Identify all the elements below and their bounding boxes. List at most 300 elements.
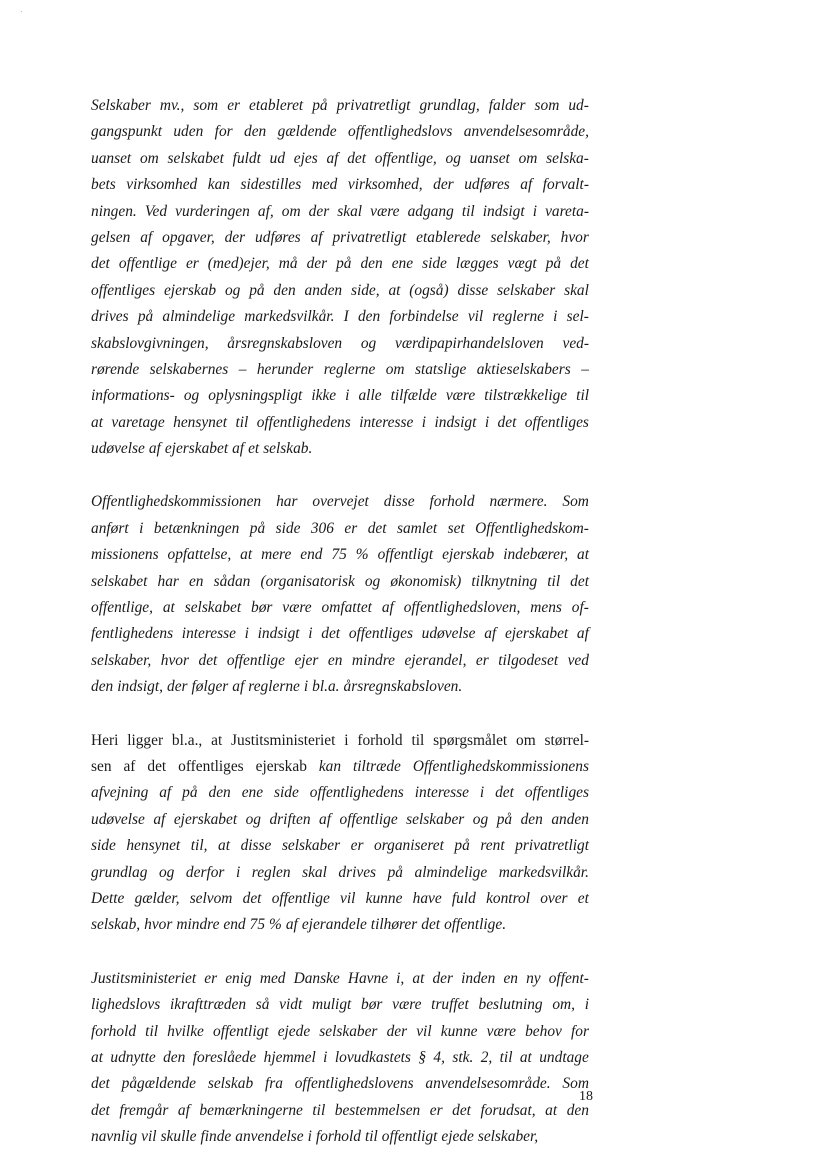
word: hvor bbox=[560, 228, 589, 246]
word: på bbox=[249, 519, 266, 537]
word: og bbox=[360, 334, 377, 352]
word: ejerskabet bbox=[164, 440, 229, 458]
word: I bbox=[343, 308, 349, 326]
word: vil bbox=[416, 1022, 432, 1040]
word: der bbox=[167, 678, 188, 696]
word: kan bbox=[318, 757, 342, 775]
word: til bbox=[312, 1101, 326, 1119]
word: side bbox=[91, 837, 116, 855]
text-line bbox=[91, 119, 589, 145]
word: skal bbox=[302, 863, 327, 881]
word: foreslåede bbox=[192, 1048, 257, 1066]
word: der bbox=[224, 228, 246, 246]
word: Justitsministeriet bbox=[91, 969, 197, 987]
word: almindelige bbox=[162, 308, 236, 326]
word: et bbox=[577, 889, 589, 907]
word: almindelige bbox=[414, 863, 488, 881]
word: af bbox=[177, 1101, 190, 1119]
word: indsigt bbox=[482, 202, 525, 220]
word: reglerne bbox=[323, 360, 376, 378]
word: bestemmelsen bbox=[334, 1101, 421, 1119]
word: betænkningen bbox=[153, 519, 240, 537]
word: bets bbox=[91, 176, 116, 194]
word: på bbox=[545, 255, 562, 273]
word: har bbox=[276, 493, 298, 511]
word: offentliges bbox=[524, 784, 589, 802]
word: ejede bbox=[277, 1022, 311, 1040]
word: disse bbox=[383, 493, 415, 511]
word: vareta- bbox=[545, 202, 589, 220]
word: kan bbox=[207, 176, 230, 194]
word: end bbox=[223, 916, 246, 934]
scan-speck bbox=[21, 11, 22, 12]
word: udøvelse bbox=[91, 810, 145, 828]
text-line bbox=[91, 146, 589, 172]
word: selskab bbox=[207, 1075, 254, 1093]
word: på bbox=[182, 784, 198, 802]
word: det bbox=[497, 413, 517, 431]
word: side bbox=[422, 255, 447, 273]
word: i bbox=[484, 413, 490, 431]
word: af bbox=[232, 678, 245, 696]
word: i bbox=[308, 625, 313, 643]
word: anden bbox=[551, 810, 589, 828]
word: offentligt bbox=[381, 1128, 438, 1146]
word: ejerandele bbox=[301, 916, 367, 934]
word: gangspunkt bbox=[91, 123, 162, 141]
word: af bbox=[326, 149, 339, 167]
word: fra bbox=[264, 1075, 283, 1093]
word: pågældende bbox=[121, 1075, 197, 1093]
word: ningen. bbox=[91, 202, 137, 220]
word: i bbox=[553, 308, 558, 326]
word: spørgsmålet bbox=[433, 731, 508, 749]
word: den bbox=[91, 678, 114, 696]
word: af bbox=[381, 599, 394, 617]
word: kontrol bbox=[486, 889, 530, 907]
word: det bbox=[347, 149, 367, 167]
word: i bbox=[323, 1048, 328, 1066]
word: og bbox=[364, 572, 381, 590]
word: det bbox=[91, 1075, 110, 1093]
word: tilstrækkelige bbox=[484, 387, 568, 405]
word: gelsen bbox=[91, 228, 131, 246]
word: sen bbox=[91, 757, 112, 775]
word: og bbox=[445, 149, 461, 167]
word: offentlige bbox=[339, 810, 398, 828]
word: rent bbox=[480, 837, 505, 855]
word: selskabet bbox=[184, 599, 242, 617]
word: finde bbox=[200, 1128, 232, 1146]
word: organiseret bbox=[374, 837, 444, 855]
text-line bbox=[91, 621, 589, 647]
word: den bbox=[360, 255, 383, 273]
word: af bbox=[484, 625, 497, 643]
word: aktieselskabers bbox=[476, 360, 571, 378]
word: hensynet bbox=[173, 413, 227, 431]
word: det bbox=[367, 519, 387, 537]
word: ved- bbox=[562, 334, 589, 352]
text-line bbox=[91, 172, 589, 198]
text-line bbox=[91, 278, 589, 304]
page-number: 18 bbox=[579, 1089, 593, 1104]
word: så bbox=[255, 996, 270, 1014]
word: være bbox=[392, 996, 422, 1014]
word: på bbox=[137, 308, 154, 326]
word: om bbox=[139, 149, 159, 167]
word: fremgår bbox=[119, 1101, 169, 1119]
paragraph-gap bbox=[91, 701, 589, 728]
word: udøvelse bbox=[91, 440, 145, 458]
word: vil bbox=[467, 308, 484, 326]
word: 4, bbox=[433, 1048, 445, 1066]
text-line bbox=[91, 331, 589, 357]
word: end bbox=[300, 546, 323, 564]
word: offentlighedsloven, bbox=[403, 599, 521, 617]
word: uanset bbox=[469, 149, 510, 167]
word: til bbox=[145, 1022, 158, 1040]
word: og bbox=[245, 810, 261, 828]
word: til, bbox=[190, 837, 208, 855]
word: virksomhed, bbox=[347, 176, 423, 194]
word: offentlighedens bbox=[309, 784, 404, 802]
word: til bbox=[364, 1128, 378, 1146]
word: sidestilles bbox=[240, 176, 302, 194]
word: til bbox=[499, 1048, 513, 1066]
word: forhold bbox=[91, 1022, 137, 1040]
word: der bbox=[308, 202, 330, 220]
word: af bbox=[153, 810, 166, 828]
word: hjemmel bbox=[263, 1048, 316, 1066]
word: uden bbox=[173, 123, 204, 141]
word: som bbox=[534, 97, 560, 114]
document-body bbox=[91, 93, 589, 1150]
word: har bbox=[157, 572, 179, 590]
word: kunne bbox=[365, 889, 403, 907]
word: om bbox=[516, 731, 536, 749]
word: skal bbox=[564, 281, 589, 299]
word: selskaber bbox=[281, 837, 341, 855]
word: alle bbox=[358, 387, 382, 405]
word: den bbox=[163, 1048, 186, 1066]
word: selskaber, bbox=[477, 1128, 539, 1146]
word: beslutning bbox=[478, 996, 543, 1014]
word: offentlighedslovens bbox=[294, 1075, 414, 1093]
word: forvalt- bbox=[542, 176, 589, 194]
word: ny bbox=[526, 969, 541, 987]
text-line bbox=[91, 410, 589, 436]
word: fuldt bbox=[232, 149, 261, 167]
word: (med)ejer, bbox=[207, 255, 270, 273]
word: set bbox=[447, 519, 465, 537]
word: herunder bbox=[256, 360, 314, 378]
word: Selskaber bbox=[91, 97, 151, 114]
word: Som bbox=[562, 1075, 589, 1093]
word: en bbox=[327, 651, 343, 669]
word: ejerskab bbox=[163, 281, 217, 299]
word: årsregnskabsloven bbox=[227, 334, 343, 352]
word: offentlige bbox=[118, 255, 177, 273]
word: stk. bbox=[452, 1048, 474, 1066]
word: ejer bbox=[294, 651, 319, 669]
text-line bbox=[91, 754, 589, 780]
word: at bbox=[218, 837, 231, 855]
word: i bbox=[421, 413, 427, 431]
word: ikrafttræden bbox=[169, 996, 247, 1014]
word: det bbox=[452, 1101, 471, 1119]
word: markedsvilkår. bbox=[498, 863, 589, 881]
word: drives bbox=[338, 863, 377, 881]
word: behov bbox=[525, 1022, 562, 1040]
word: ejerskab bbox=[255, 757, 307, 775]
word: skal bbox=[337, 202, 363, 220]
word: bemærkningerne bbox=[199, 1101, 303, 1119]
word: i bbox=[303, 678, 309, 696]
word: det bbox=[242, 889, 262, 907]
word: at bbox=[240, 546, 253, 564]
word: den bbox=[520, 810, 543, 828]
word: % bbox=[269, 916, 282, 934]
text-line bbox=[91, 992, 589, 1018]
word: være bbox=[370, 202, 400, 220]
word: er bbox=[204, 969, 218, 987]
word: af bbox=[232, 440, 245, 458]
word: en bbox=[188, 572, 204, 590]
word: privatretligt bbox=[332, 228, 407, 246]
word: adgang bbox=[407, 202, 454, 220]
word: interesse bbox=[181, 625, 236, 643]
text-line bbox=[91, 728, 589, 754]
word: interesse bbox=[359, 413, 414, 431]
word: den bbox=[244, 123, 267, 141]
word: forhold bbox=[315, 1128, 361, 1146]
word: være bbox=[486, 1022, 516, 1040]
word: og bbox=[183, 387, 200, 405]
word: afvejning bbox=[91, 784, 149, 802]
word: forhold bbox=[429, 493, 475, 511]
word: er bbox=[429, 1101, 443, 1119]
word: informations- bbox=[91, 387, 175, 405]
word: samlet bbox=[396, 519, 438, 537]
word: omfattet bbox=[321, 599, 372, 617]
word: vægt bbox=[507, 255, 537, 273]
word: indsigt, bbox=[117, 678, 163, 696]
word: reglerne bbox=[492, 308, 544, 326]
word: Dette bbox=[91, 889, 125, 907]
word: og bbox=[472, 810, 489, 828]
word: det bbox=[495, 784, 514, 802]
word: bør bbox=[361, 996, 383, 1014]
text-line bbox=[91, 383, 589, 409]
word: det bbox=[198, 651, 218, 669]
word: på bbox=[336, 255, 352, 273]
text-line bbox=[91, 912, 589, 938]
word: anført bbox=[91, 519, 129, 537]
word: % bbox=[355, 546, 369, 564]
word: i bbox=[235, 863, 241, 881]
word: der bbox=[386, 1022, 408, 1040]
word: inden bbox=[461, 969, 496, 987]
word: mindre bbox=[351, 651, 395, 669]
word: af bbox=[148, 440, 161, 458]
word: af bbox=[159, 784, 172, 802]
word: statslige bbox=[414, 360, 467, 378]
word: overvejet bbox=[312, 493, 369, 511]
word: bør bbox=[251, 599, 273, 617]
text-line bbox=[91, 225, 589, 251]
word: af, bbox=[257, 202, 274, 220]
word: i bbox=[345, 387, 350, 405]
word: det bbox=[421, 916, 441, 934]
paragraph-1 bbox=[91, 93, 589, 462]
word: offentlige bbox=[226, 651, 285, 669]
word: selskaber bbox=[497, 281, 556, 299]
word: et bbox=[248, 440, 260, 458]
text-line bbox=[91, 780, 589, 806]
word: ud- bbox=[568, 97, 589, 114]
word: skabslovgivningen, bbox=[91, 334, 209, 352]
word: sådan bbox=[213, 572, 251, 590]
word: side, bbox=[350, 281, 380, 299]
word: ene bbox=[391, 255, 414, 273]
word: at bbox=[211, 731, 223, 749]
word: af bbox=[576, 625, 589, 643]
word: (organisatorisk bbox=[260, 572, 355, 590]
word: tilknytning bbox=[471, 572, 538, 590]
word: ud bbox=[269, 149, 286, 167]
word: 2, bbox=[480, 1048, 493, 1066]
word: § bbox=[418, 1048, 427, 1066]
word: det bbox=[147, 757, 167, 775]
word: af bbox=[319, 810, 332, 828]
word: at bbox=[91, 413, 103, 431]
word: at bbox=[91, 1048, 103, 1066]
word: selskaber, bbox=[91, 651, 152, 669]
word: selskabet bbox=[91, 572, 148, 590]
word: af bbox=[520, 176, 533, 194]
word: varetage bbox=[111, 413, 165, 431]
word: selskab. bbox=[263, 440, 313, 458]
word: markedsvilkår. bbox=[244, 308, 335, 326]
word: til bbox=[235, 413, 249, 431]
word: mens bbox=[530, 599, 562, 617]
word: sel- bbox=[566, 308, 589, 326]
word: indsigt bbox=[434, 413, 477, 431]
word: følger bbox=[191, 678, 229, 696]
word: der bbox=[433, 176, 454, 194]
word: disse bbox=[457, 281, 489, 299]
word: bl.a. bbox=[312, 678, 340, 696]
word: mere bbox=[261, 546, 292, 564]
word: reglerne bbox=[248, 678, 300, 696]
word: i bbox=[344, 731, 349, 749]
text-line bbox=[91, 357, 589, 383]
word: offentliges bbox=[524, 413, 589, 431]
word: om bbox=[281, 202, 301, 220]
word: offentligt bbox=[213, 1022, 269, 1040]
word: fuld bbox=[451, 889, 476, 907]
word: ejerandel, bbox=[404, 651, 467, 669]
word: gælder, bbox=[134, 889, 180, 907]
word: økonomisk) bbox=[390, 572, 462, 590]
word: anvendelsesområde. bbox=[425, 1075, 551, 1093]
word: er bbox=[344, 519, 358, 537]
word: af bbox=[285, 916, 298, 934]
word: mv., bbox=[159, 97, 185, 114]
text-line bbox=[91, 569, 589, 595]
word: anden bbox=[304, 281, 343, 299]
word: – bbox=[581, 360, 589, 378]
word: og bbox=[158, 863, 175, 881]
word: Justitsministeriet bbox=[231, 731, 336, 749]
word: på bbox=[496, 810, 513, 828]
word: ikke bbox=[311, 387, 337, 405]
word: den bbox=[566, 1101, 589, 1119]
word: selvom bbox=[189, 889, 233, 907]
word: anvendelse bbox=[235, 1128, 304, 1146]
paragraph-gap bbox=[91, 939, 589, 966]
text-line bbox=[91, 648, 589, 674]
text-line bbox=[91, 860, 589, 886]
word: ved bbox=[567, 651, 589, 669]
word: af bbox=[123, 757, 136, 775]
word: ejerskabet bbox=[173, 810, 238, 828]
word: offentlighedslovs bbox=[348, 123, 453, 141]
word: at bbox=[577, 546, 589, 564]
word: lovudkastets bbox=[334, 1048, 411, 1066]
text-line bbox=[91, 542, 589, 568]
text-line bbox=[91, 886, 589, 912]
word: at bbox=[519, 1048, 532, 1066]
word: drives bbox=[91, 308, 129, 326]
paragraph-3 bbox=[91, 728, 589, 939]
word: udnytte bbox=[110, 1048, 156, 1066]
word: driften bbox=[269, 810, 311, 828]
word: i bbox=[139, 519, 144, 537]
word: er bbox=[475, 651, 489, 669]
word: er bbox=[185, 255, 199, 273]
word: forbindelse bbox=[389, 308, 459, 326]
word: årsregnskabsloven. bbox=[343, 678, 463, 696]
word: i, bbox=[396, 969, 405, 987]
text-line bbox=[91, 489, 589, 515]
word: offentlige. bbox=[444, 916, 507, 934]
word: indebærer, bbox=[503, 546, 569, 564]
word: selskabernes bbox=[149, 360, 229, 378]
word: at bbox=[388, 281, 401, 299]
word: etablerede bbox=[416, 228, 481, 246]
word: vil bbox=[340, 889, 356, 907]
word: værdipapirhandelsloven bbox=[394, 334, 544, 352]
word: oplysningspligt bbox=[208, 387, 303, 405]
word: en bbox=[503, 969, 518, 987]
word: enig bbox=[225, 969, 252, 987]
text-line bbox=[91, 1045, 589, 1071]
word: til bbox=[576, 387, 589, 405]
word: at bbox=[412, 969, 425, 987]
word: etableret bbox=[249, 97, 304, 114]
word: det bbox=[91, 1101, 110, 1119]
word: Som bbox=[562, 493, 589, 511]
word: i bbox=[584, 996, 589, 1014]
word: ejerskabet bbox=[504, 625, 569, 643]
text-line bbox=[91, 674, 589, 700]
word: lægges bbox=[455, 255, 499, 273]
word: vurderingen bbox=[175, 202, 250, 220]
paragraph-gap bbox=[91, 462, 589, 489]
word: på bbox=[312, 97, 328, 114]
word: truffet bbox=[431, 996, 469, 1014]
